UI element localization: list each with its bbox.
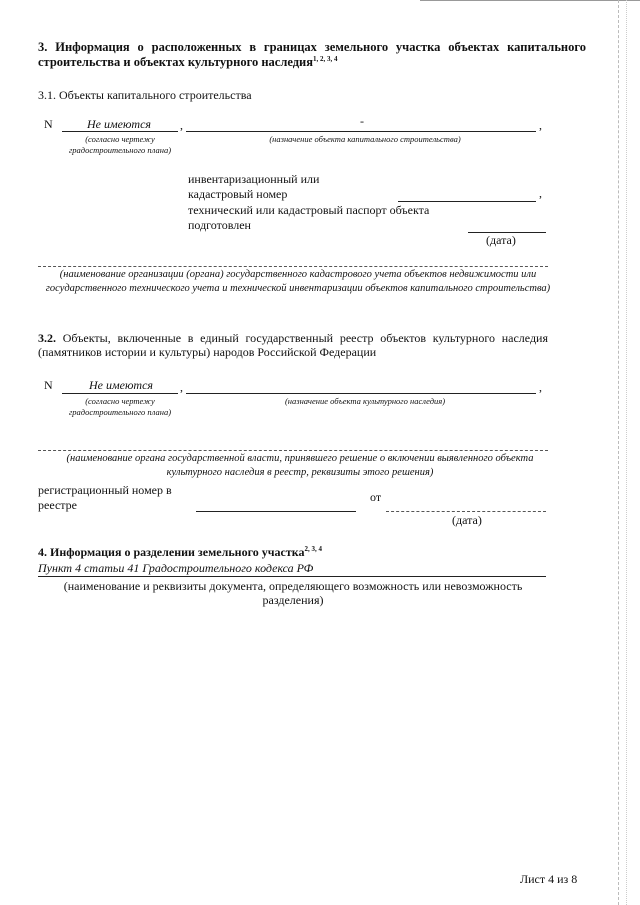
comma: ,: [539, 380, 542, 394]
sheet-number: Лист 4 из 8: [520, 872, 578, 886]
authority-line: [38, 450, 548, 451]
passport-label-line2: подготовлен: [188, 218, 251, 232]
section-3-title: Информация о расположенных в границах земельного участка объектах капитального строительства и объектах культурного наследия: [38, 40, 586, 69]
section-3-heading: [38, 40, 586, 70]
inventory-number-label-line2: кадастровый номер: [188, 187, 288, 201]
organization-line: [38, 266, 548, 267]
registry-date-line: [386, 511, 546, 512]
authority-caption: (наименование органа государственной власти, принявшего решение о включении выявленного объекта культурного наследия в реестр, реквизиты этого решения): [66, 453, 534, 478]
passport-label-line1: технический или кадастровый паспорт объекта: [188, 203, 430, 217]
heritage-number-value: Не имеются: [88, 378, 153, 392]
subsection-3-2-number: 3.2.: [38, 331, 56, 345]
object-number-value: Не имеются: [86, 117, 151, 131]
division-document-caption: (наименование и реквизиты документа, определяющего возможность или невозможность разделения): [63, 579, 523, 607]
subsection-3-2-heading: [38, 331, 548, 359]
heritage-purpose-caption: (назначение объекта культурного наследия): [284, 396, 446, 406]
purpose-caption: (назначение объекта капитального строительства): [269, 134, 461, 144]
section-4-title: 4. Информация о разделении земельного участка: [38, 545, 305, 559]
object-number-line: [62, 131, 178, 132]
scan-border-top: [420, 0, 640, 1]
passport-date-caption: (дата): [486, 233, 516, 247]
comma: ,: [539, 118, 542, 132]
scan-edge-inner: [626, 0, 627, 905]
registry-from-label: от: [370, 490, 382, 504]
registry-number-label-line2: реестре: [38, 498, 77, 512]
registry-number-label-line1: регистрационный номер в: [38, 483, 172, 497]
inventory-number-line: [398, 201, 536, 202]
section-4-footnote-refs: 2, 3, 4: [304, 545, 322, 553]
organization-caption: (наименование организации (органа) государственного кадастрового учета объектов недвижимости или государственного технического учета и технической инвентаризации объектов капитального строительства): [45, 269, 551, 294]
registry-number-line: [196, 511, 356, 512]
section-3-number: 3.: [38, 40, 48, 54]
heritage-number-label: N: [44, 378, 53, 392]
purpose-line: [186, 131, 536, 132]
division-document-line: [38, 576, 546, 577]
section-3-footnote-refs: 1, 2, 3, 4: [313, 54, 338, 63]
section-4-heading: [38, 545, 538, 559]
heritage-purpose-line: [186, 393, 536, 394]
comma: ,: [539, 186, 542, 200]
division-document-value: Пункт 4 статьи 41 Градостроительного кодекса РФ: [38, 561, 314, 575]
purpose-value: -: [360, 114, 364, 128]
subsection-3-1-heading: 3.1. Объекты капитального строительства: [38, 88, 252, 102]
object-number-label: N: [44, 117, 53, 131]
inventory-number-label-line1: инвентаризационный или: [188, 172, 320, 186]
comma: ,: [180, 118, 183, 132]
heritage-number-line: [62, 393, 178, 394]
registry-date-caption: (дата): [452, 513, 482, 527]
object-number-caption: (согласно чертежу градостроительного плана): [68, 134, 172, 155]
subsection-3-2-title: Объекты, включенные в единый государственный реестр объектов культурного наследия (памятников истории и культуры) народов Российской Федерации: [38, 331, 548, 359]
comma: ,: [180, 380, 183, 394]
heritage-number-caption: (согласно чертежу градостроительного плана): [68, 396, 172, 417]
scan-edge: [618, 0, 619, 905]
